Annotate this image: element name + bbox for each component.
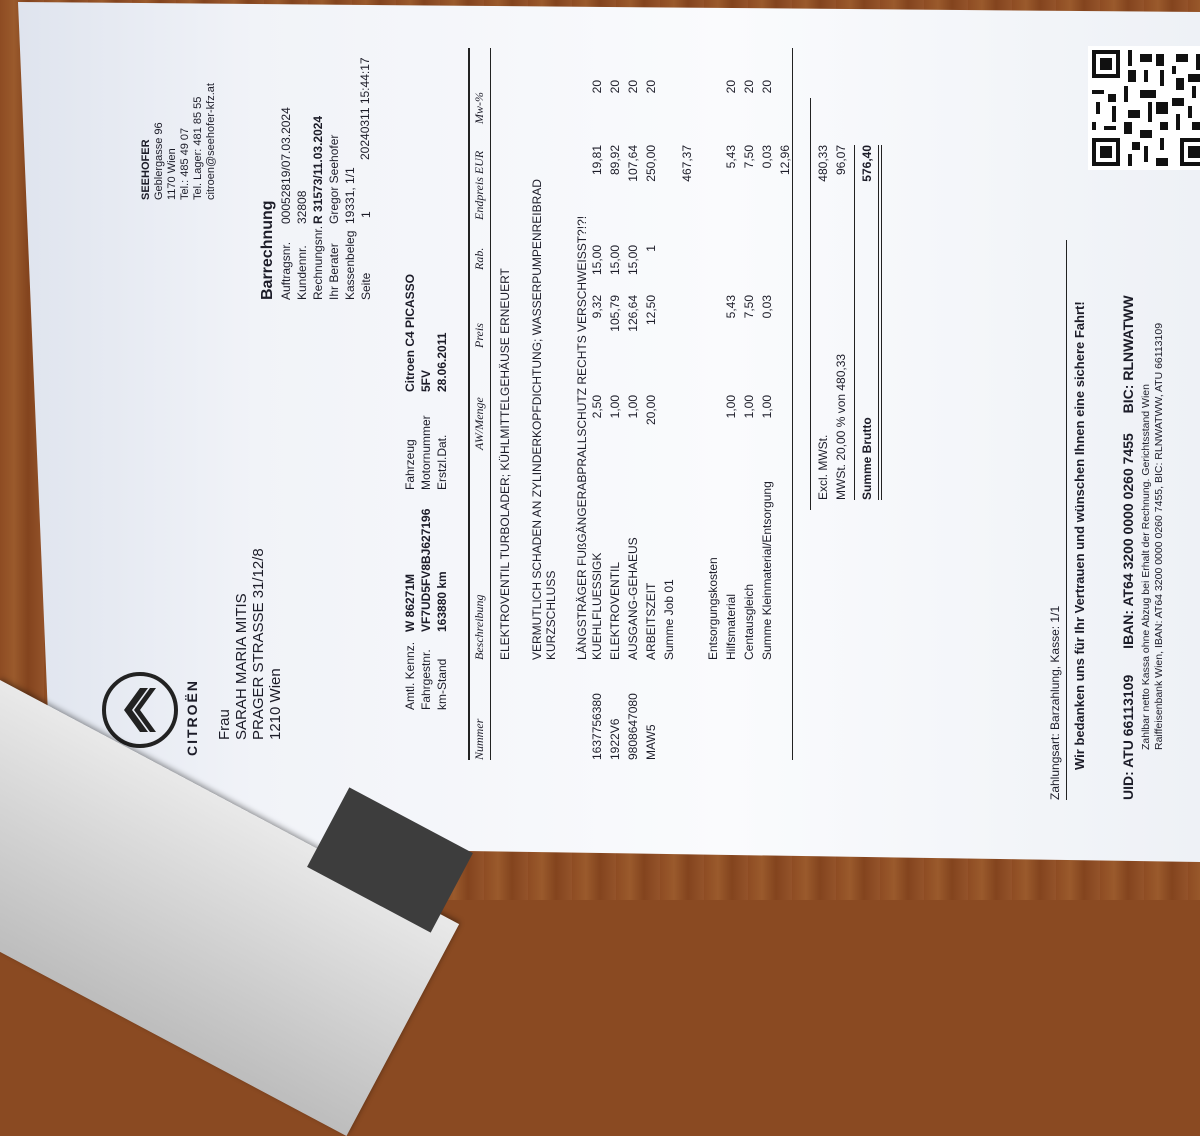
vehicle-left (402, 509, 450, 710)
terms-line: Zahlbar netto Kassa ohne Abzug bei Erhalt der Rechnung. Gerichtsstand Wien (1140, 384, 1152, 750)
customer-address (216, 548, 284, 740)
table-top-rule (468, 48, 470, 760)
company-tel: Tel.: 485 49 07 (179, 127, 191, 200)
row-rab: 15,00 (608, 245, 622, 276)
company-name: SEEHOFER (140, 139, 152, 200)
row-menge: 2,50 (590, 395, 604, 419)
footer-uid: UID: ATU 66113109 (1120, 674, 1136, 800)
row-menge: 1,00 (608, 395, 622, 419)
customer-street: PRAGER STRASSE 31/12/8 (250, 548, 267, 740)
field-label: Kassenbeleg (343, 230, 357, 300)
terms-line: Raiffeisenbank Wien, IBAN: AT64 3200 0000 0260 7455, BIC: RLNWATWW, ATU 66113109 (1153, 322, 1165, 750)
brutto-rule (854, 145, 855, 500)
customer-salutation: Frau (216, 709, 233, 740)
footer-iban: IBAN: AT64 3200 0000 0260 7455 (1120, 433, 1136, 649)
header-mwst: Mw-% (472, 92, 486, 124)
vehicle-right (402, 274, 450, 490)
document-title: Barrechnung (259, 200, 276, 300)
row-mwst: 20 (742, 80, 756, 94)
vehicle-engine: 5FV (419, 369, 433, 392)
brutto-label: Summe Brutto (860, 417, 874, 500)
row-mwst: 20 (608, 80, 622, 94)
row-preis: 105,79 (608, 295, 622, 332)
vehicle-label: Fahrzeug (403, 439, 417, 490)
disposal-label: Entsorgungskosten (706, 557, 720, 660)
table-row (644, 48, 661, 760)
row-nummer: MAW5 (644, 724, 658, 760)
row-menge: 1,00 (760, 395, 774, 419)
row-menge: 20,00 (644, 395, 658, 426)
row-nummer: 9808647080 (626, 693, 640, 760)
row-nummer: 1637756380 (590, 693, 604, 760)
company-tel-lager: Tel. Lager: 481 85 55 (192, 96, 204, 200)
row-preis: 9,32 (590, 295, 604, 319)
note-line: KURZSCHLUSS (544, 570, 558, 660)
qr-code-icon (1088, 46, 1200, 170)
footer-terms (1140, 323, 1166, 750)
header-nummer: Nummer (472, 718, 486, 760)
row-beschreibung: ARBEITSZEIT (644, 582, 658, 660)
row-beschreibung: ELEKTROVENTIL (608, 561, 622, 660)
invoice-document (40, 0, 1170, 860)
row-beschreibung: AUSGANG-GEHAEUS (626, 537, 640, 660)
field-value: R 31573/11.03.2024 (311, 115, 325, 224)
mwst-value: 96,07 (834, 145, 848, 176)
row-endpreis: 19,81 (590, 145, 604, 176)
company-street: Geblergasse 96 (153, 122, 165, 200)
document-timestamp: 20240311 15:44:17 (358, 57, 372, 160)
table-row (760, 48, 777, 660)
vehicle-label: km-Stand (435, 658, 449, 710)
field-label: Rechnungsnr. (311, 225, 325, 300)
table-header-rule (490, 48, 491, 760)
vehicle-label: Fahrgestnr. (419, 649, 433, 710)
excl-value: 480,33 (816, 145, 830, 182)
row-endpreis: 0,03 (760, 145, 774, 169)
vehicle-plate: W 86271M (403, 573, 417, 632)
note-line: LÄNGSTRÄGER FUßGÄNGERABPRALLSCHUTZ RECHTS VERSCHWEISST?!?! (575, 215, 589, 660)
row-rab: 15,00 (626, 245, 640, 276)
row-mwst: 20 (644, 80, 658, 94)
excl-label: Excl. MWSt. (816, 434, 830, 500)
disposal-sum: 12,96 (778, 145, 792, 176)
field-value: 1 (359, 211, 373, 218)
footer-rule (1066, 240, 1067, 800)
row-beschreibung: KUEHLFLUESSIGK (590, 552, 604, 660)
row-menge: 1,00 (626, 395, 640, 419)
row-mwst: 20 (760, 80, 774, 94)
row-endpreis: 7,50 (742, 145, 756, 169)
brutto-double-rule-1 (878, 145, 879, 500)
customer-city: 1210 Wien (267, 668, 284, 740)
field-label: Kundennr. (295, 245, 309, 300)
row-endpreis: 5,43 (724, 145, 738, 169)
footer-bic: BIC: RLNWATWW (1120, 295, 1136, 414)
row-mwst: 20 (724, 80, 738, 94)
citroen-chevron-icon (100, 670, 180, 750)
row-preis: 126,64 (626, 295, 640, 332)
vehicle-label: Motornummer (419, 415, 433, 490)
field-value: 00052819/07.03.2024 (279, 107, 293, 224)
field-value: 32808 (295, 190, 309, 224)
vehicle-vin: VF7UD5FV8BJ627196 (419, 508, 433, 632)
row-menge: 1,00 (724, 395, 738, 419)
item-rows (590, 48, 662, 760)
company-email: citroen@seehofer-kfz.at (205, 83, 217, 200)
header-beschreibung: Beschreibung (472, 594, 486, 660)
vehicle-km: 163880 km (435, 571, 449, 632)
field-label: Seite (359, 272, 373, 300)
vehicle-label: Erstzl.Dat. (435, 434, 449, 490)
row-beschreibung: Hilfsmaterial (724, 593, 738, 660)
row-preis: 0,03 (760, 295, 774, 319)
row-mwst: 20 (590, 80, 604, 94)
payment-method: Zahlungsart: Barzahlung, Kasse: 1/1 (1048, 605, 1062, 800)
header-endpreis: Endpreis EUR (472, 150, 486, 220)
table-row (626, 48, 643, 760)
logo-wordmark: CITROËN (184, 679, 200, 756)
table-row (608, 48, 625, 760)
row-mwst: 20 (626, 80, 640, 94)
table-row (724, 48, 741, 660)
totals-inner-rule (810, 98, 811, 510)
row-endpreis: 250,00 (644, 145, 658, 182)
vehicle-label: Amtl. Kennz. (403, 641, 417, 710)
footer-bank (1120, 295, 1138, 800)
job-sum-label: Summe Job 01 (662, 579, 676, 660)
row-preis: 5,43 (724, 295, 738, 319)
disposal-rows (724, 48, 778, 660)
table-row (590, 48, 607, 760)
row-rab: 15,00 (590, 245, 604, 276)
row-endpreis: 89,92 (608, 145, 622, 176)
company-block (140, 83, 218, 200)
row-preis: 12,50 (644, 295, 658, 326)
row-beschreibung: Summe Kleinmaterial/Entsorgung (760, 481, 774, 660)
row-preis: 7,50 (742, 295, 756, 319)
job-sum-value: 467,37 (680, 145, 694, 182)
field-value: Gregor Seehofer (327, 134, 341, 224)
field-label: Ihr Berater (327, 243, 341, 300)
row-beschreibung: Centausgleich (742, 583, 756, 660)
mwst-label: MWSt. 20,00 % von 480,33 (834, 353, 848, 500)
row-menge: 1,00 (742, 395, 756, 419)
field-value: 19331, 1/1 (343, 167, 357, 224)
header-rab: Rab. (472, 247, 486, 270)
brutto-double-rule-2 (881, 145, 882, 500)
company-city: 1170 Wien (166, 148, 178, 200)
thanks-message: Wir bedanken uns für Ihr Vertrauen und wünschen Ihnen eine sichere Fahrt! (1072, 301, 1087, 770)
totals-rule (792, 48, 793, 760)
note-line: ELEKTROVENTIL TURBOLADER; KÜHLMITTELGEHÄUSE ERNEUERT (498, 268, 512, 660)
row-nummer: 1922V6 (608, 718, 622, 760)
vehicle-first-reg: 28.06.2011 (435, 332, 449, 392)
note-line: VERMUTLICH SCHADEN AN ZYLINDERKOPFDICHTUNG; WASSERPUMPENREIBRAD (530, 179, 544, 660)
header-menge: AW/Menge (472, 397, 486, 450)
field-label: Auftragsnr. (279, 241, 293, 300)
row-rab: 1 (644, 245, 658, 252)
row-endpreis: 107,64 (626, 145, 640, 182)
vehicle-model: Citroen C4 PICASSO (403, 273, 417, 392)
customer-name: SARAH MARIA MITIS (233, 593, 250, 740)
table-row (742, 48, 759, 660)
brutto-value: 576,40 (860, 145, 874, 182)
header-preis: Preis (472, 323, 486, 348)
citroen-logo (100, 670, 200, 756)
